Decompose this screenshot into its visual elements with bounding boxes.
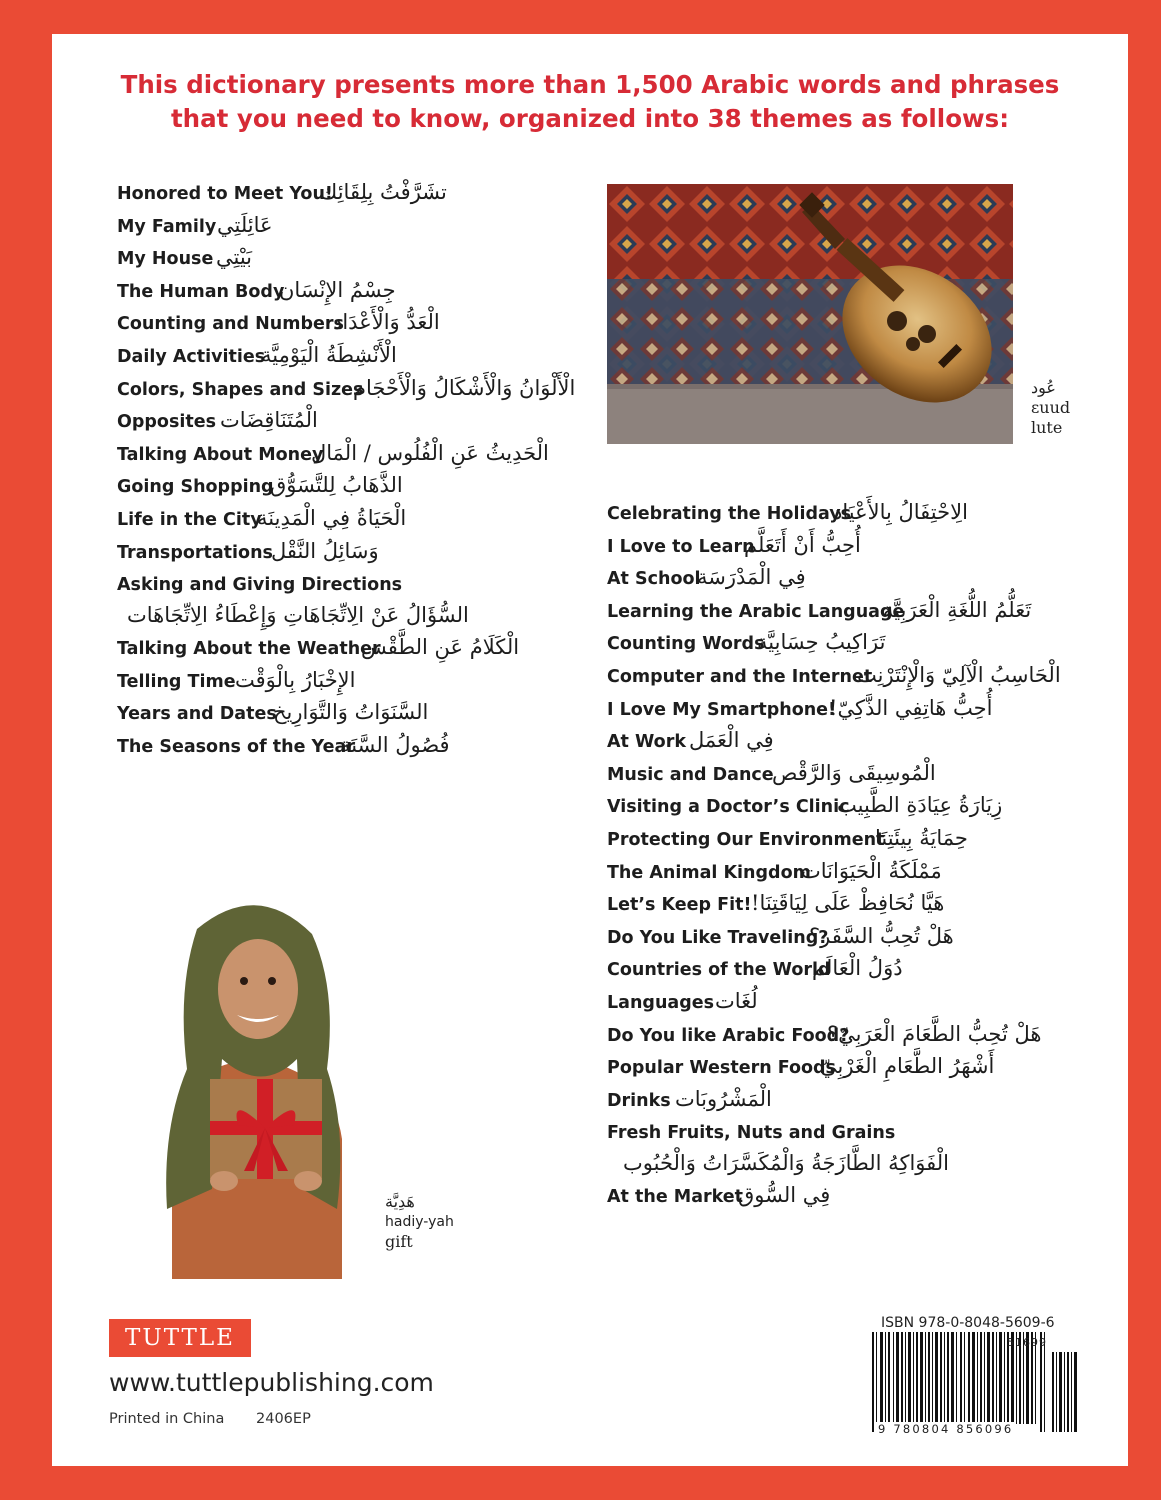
theme-item [117,667,597,700]
headline-line-2: that you need to know, organized into 38 themes as follows: [170,104,1010,133]
theme-item [607,825,1107,858]
tuttle-logo: TUTTLE [109,1319,251,1357]
theme-arabic: جِسْمُ الإِنْسَان [279,277,396,302]
theme-list-left [117,179,597,765]
theme-arabic: بَيْتِي [216,245,253,270]
theme-english: Countries of the World [607,960,831,981]
theme-english: Do You like Arabic Food? [607,1025,850,1046]
theme-english: Languages [607,992,715,1013]
theme-item [607,499,1107,532]
gift-english: gift [385,1232,413,1251]
theme-english: I Love to Learn [607,536,755,557]
theme-english: Do You Like Traveling? [607,927,829,948]
theme-english: The Human Body [117,281,285,302]
woman-with-gift-photo [112,889,402,1279]
theme-item [607,662,1107,695]
theme-item [117,634,597,667]
headline-line-1: This dictionary presents more than 1,500 Arabic words and phrases [120,70,1060,99]
theme-item [117,570,597,634]
theme-arabic: فُصُولُ السَّنَة [340,732,450,757]
theme-arabic: أُحِبُّ هَاتِفِي الذَّكِيّ! [829,695,993,720]
oud-arabic: عُود [1031,378,1056,397]
theme-english: Life in the City [117,509,262,530]
theme-arabic: مَمْلَكَةُ الْحَيَوَانَات [801,858,942,883]
theme-item [117,212,597,245]
theme-arabic: الْحَدِيثُ عَنِ الْفُلُوس / الْمَال [311,440,549,465]
theme-arabic: الْأَنْشِطَةُ الْيَوْمِيَّة [261,342,397,367]
theme-arabic: السُّؤَالُ عَنْ الِاتِّجَاهَاتِ وَإِعْطَاءُ الِاتِّجَاهَات [127,603,469,628]
theme-arabic: السَّنَوَاتُ وَالتَّوَارِيخ [273,700,429,725]
theme-english: Popular Western Foods [607,1058,836,1079]
theme-english: Counting Words [607,634,765,655]
oud-photo [607,184,1013,444]
theme-item [117,699,597,732]
theme-item [607,695,1107,728]
theme-arabic: الْعَدُّ وَالْأَعْدَاد [333,310,440,335]
theme-arabic: هَلْ تُحِبُّ السَّفَر؟ [809,923,954,948]
theme-arabic: هَيَّا نُحَافِظْ عَلَى لِيَاقَتِنَا! [751,891,945,916]
theme-arabic: الذَّهَابُ لِلتَّسَوُّق [270,473,403,498]
theme-arabic: الْمُوسِيقَى وَالرَّقْص [772,760,936,785]
theme-english: At the Market [607,1187,744,1208]
theme-arabic: تشَرَّفْتُ بِلِقَائِك [320,180,447,204]
theme-english: Visiting a Doctor’s Clinic [607,797,850,818]
theme-english: Daily Activities [117,346,266,367]
theme-item [607,629,1107,662]
theme-list-right [607,499,1107,1215]
theme-english: Music and Dance [607,764,774,785]
theme-item [607,923,1107,956]
theme-item [607,792,1107,825]
theme-item [117,407,597,440]
theme-item [117,342,597,375]
theme-item [117,277,597,310]
oud-english: lute [1031,418,1063,437]
theme-item [117,538,597,571]
theme-item [117,505,597,538]
back-cover [52,34,1128,1466]
theme-english: Colors, Shapes and Sizes [117,379,364,400]
theme-arabic: الْكَلَامُ عَنِ الطَّقْس [361,635,520,660]
theme-item [607,890,1107,923]
theme-arabic: أَشْهَرُ الطَّعَامِ الْغَرْبِيّ [820,1054,995,1079]
theme-english: My Family [117,216,217,237]
theme-english: Asking and Giving Directions [117,575,403,596]
theme-item [607,532,1107,565]
theme-english: Transportations [117,542,273,563]
theme-arabic: الْحَاسِبُ الْآلِيّ وَالْإِنْتَرْنِت [857,662,1061,687]
theme-english: Honored to Meet You! [117,184,333,204]
theme-arabic: الْمَشْرُوبَات [675,1086,772,1111]
theme-item [607,1053,1107,1086]
theme-item [607,1021,1107,1054]
theme-english: Computer and the Internet [607,666,873,687]
theme-item [117,244,597,277]
theme-arabic: تَعَلُّمُ اللُّغَةِ الْعَرَبِيَّة [883,597,1032,622]
theme-english: Years and Dates [117,704,277,725]
theme-arabic: الْحَيَاةُ فِي الْمَدِينَة [257,505,407,530]
theme-english: Opposites [117,412,217,433]
isbn-label: ISBN 978-0-8048-5609-6 [881,1315,1055,1331]
theme-item [117,179,597,212]
printed-in: Printed in China [109,1411,225,1427]
theme-arabic: هَلْ تُحِبُّ الطَّعَامَ الْعَرَبِيّ؟ [827,1021,1042,1046]
theme-item [607,1086,1107,1119]
theme-arabic: عَائِلَتِي [217,212,273,237]
theme-arabic: وَسَائِلُ النَّقْل [271,538,379,563]
theme-english: Protecting Our Environment [607,829,885,850]
theme-arabic: دُوَلُ الْعَالَم [812,956,903,981]
barcode-addon-number: 51699 [1007,1336,1047,1349]
gift-caption [385,1192,454,1252]
theme-english: The Animal Kingdom [607,862,811,883]
theme-arabic: حِمَايَةُ بِيئَتِنَا [875,825,968,850]
theme-arabic: تَرَاكِيبُ حِسَابِيَّة [757,630,886,655]
publisher-url[interactable]: www.tuttlepublishing.com [109,1368,434,1397]
theme-item [607,597,1107,630]
theme-english: Counting and Numbers [117,314,344,335]
headline [52,68,1128,136]
theme-arabic: الْأَلْوَانُ وَالْأَشْكَالُ وَالْأَحْجَام [353,375,576,400]
theme-arabic: الإِخْبَارُ بِالْوَقْت [235,667,356,692]
theme-item [607,858,1107,891]
barcode-number: 9 780804 856096 [878,1422,1014,1436]
gift-arabic: هَدِيَّة [385,1192,415,1211]
theme-item [117,375,597,408]
oud-transliteration: ɛuud [1031,398,1071,417]
theme-arabic: لُغَات [715,988,758,1013]
theme-english: Celebrating the Holidays [607,504,852,524]
theme-item [607,760,1107,793]
theme-english: My House [117,249,214,270]
theme-english: Going Shopping [117,477,274,498]
theme-english: I Love My Smartphone! [607,699,837,720]
theme-english: Talking About the Weather [117,639,381,660]
theme-item [607,1182,1107,1215]
gift-transliteration: hadiy-yah [385,1214,454,1230]
theme-arabic: أُحِبُّ أَنْ أَتَعَلَّم [744,532,861,557]
theme-english: Learning the Arabic Language [607,601,905,622]
theme-arabic: فِي السُّوق [738,1183,831,1208]
theme-english: Let’s Keep Fit! [607,895,752,916]
theme-english: At School [607,569,701,590]
theme-item [607,955,1107,988]
theme-item [117,309,597,342]
theme-item [117,472,597,505]
theme-arabic: فِي الْمَدْرَسَة [697,565,806,590]
theme-english: Fresh Fruits, Nuts and Grains [607,1123,896,1144]
theme-item [117,440,597,473]
theme-arabic: الْفَوَاكِهُ الطَّازَجَةُ وَالْمُكَسَّرَاتُ وَالْحُبُوب [623,1151,949,1176]
theme-english: At Work [607,732,686,753]
theme-arabic: زِيَارَةُ عِيَادَةِ الطَّبِيب [837,793,1003,818]
theme-arabic: الْمُتَنَاقِضَات [220,408,318,433]
theme-english: Drinks [607,1090,671,1111]
theme-arabic: فِي الْعَمَل [689,728,774,753]
theme-item [607,988,1107,1021]
theme-item [117,732,597,765]
theme-arabic: الِاحْتِفَالُ بِالأَعْيَاد [833,500,968,524]
theme-english: Telling Time [117,671,236,692]
print-code: 2406EP [256,1411,311,1427]
oud-caption [1031,378,1070,438]
theme-item [607,727,1107,760]
theme-english: The Seasons of the Year [117,736,355,757]
theme-item [607,564,1107,597]
theme-english: Talking About Money [117,444,324,465]
theme-item [607,1118,1107,1182]
